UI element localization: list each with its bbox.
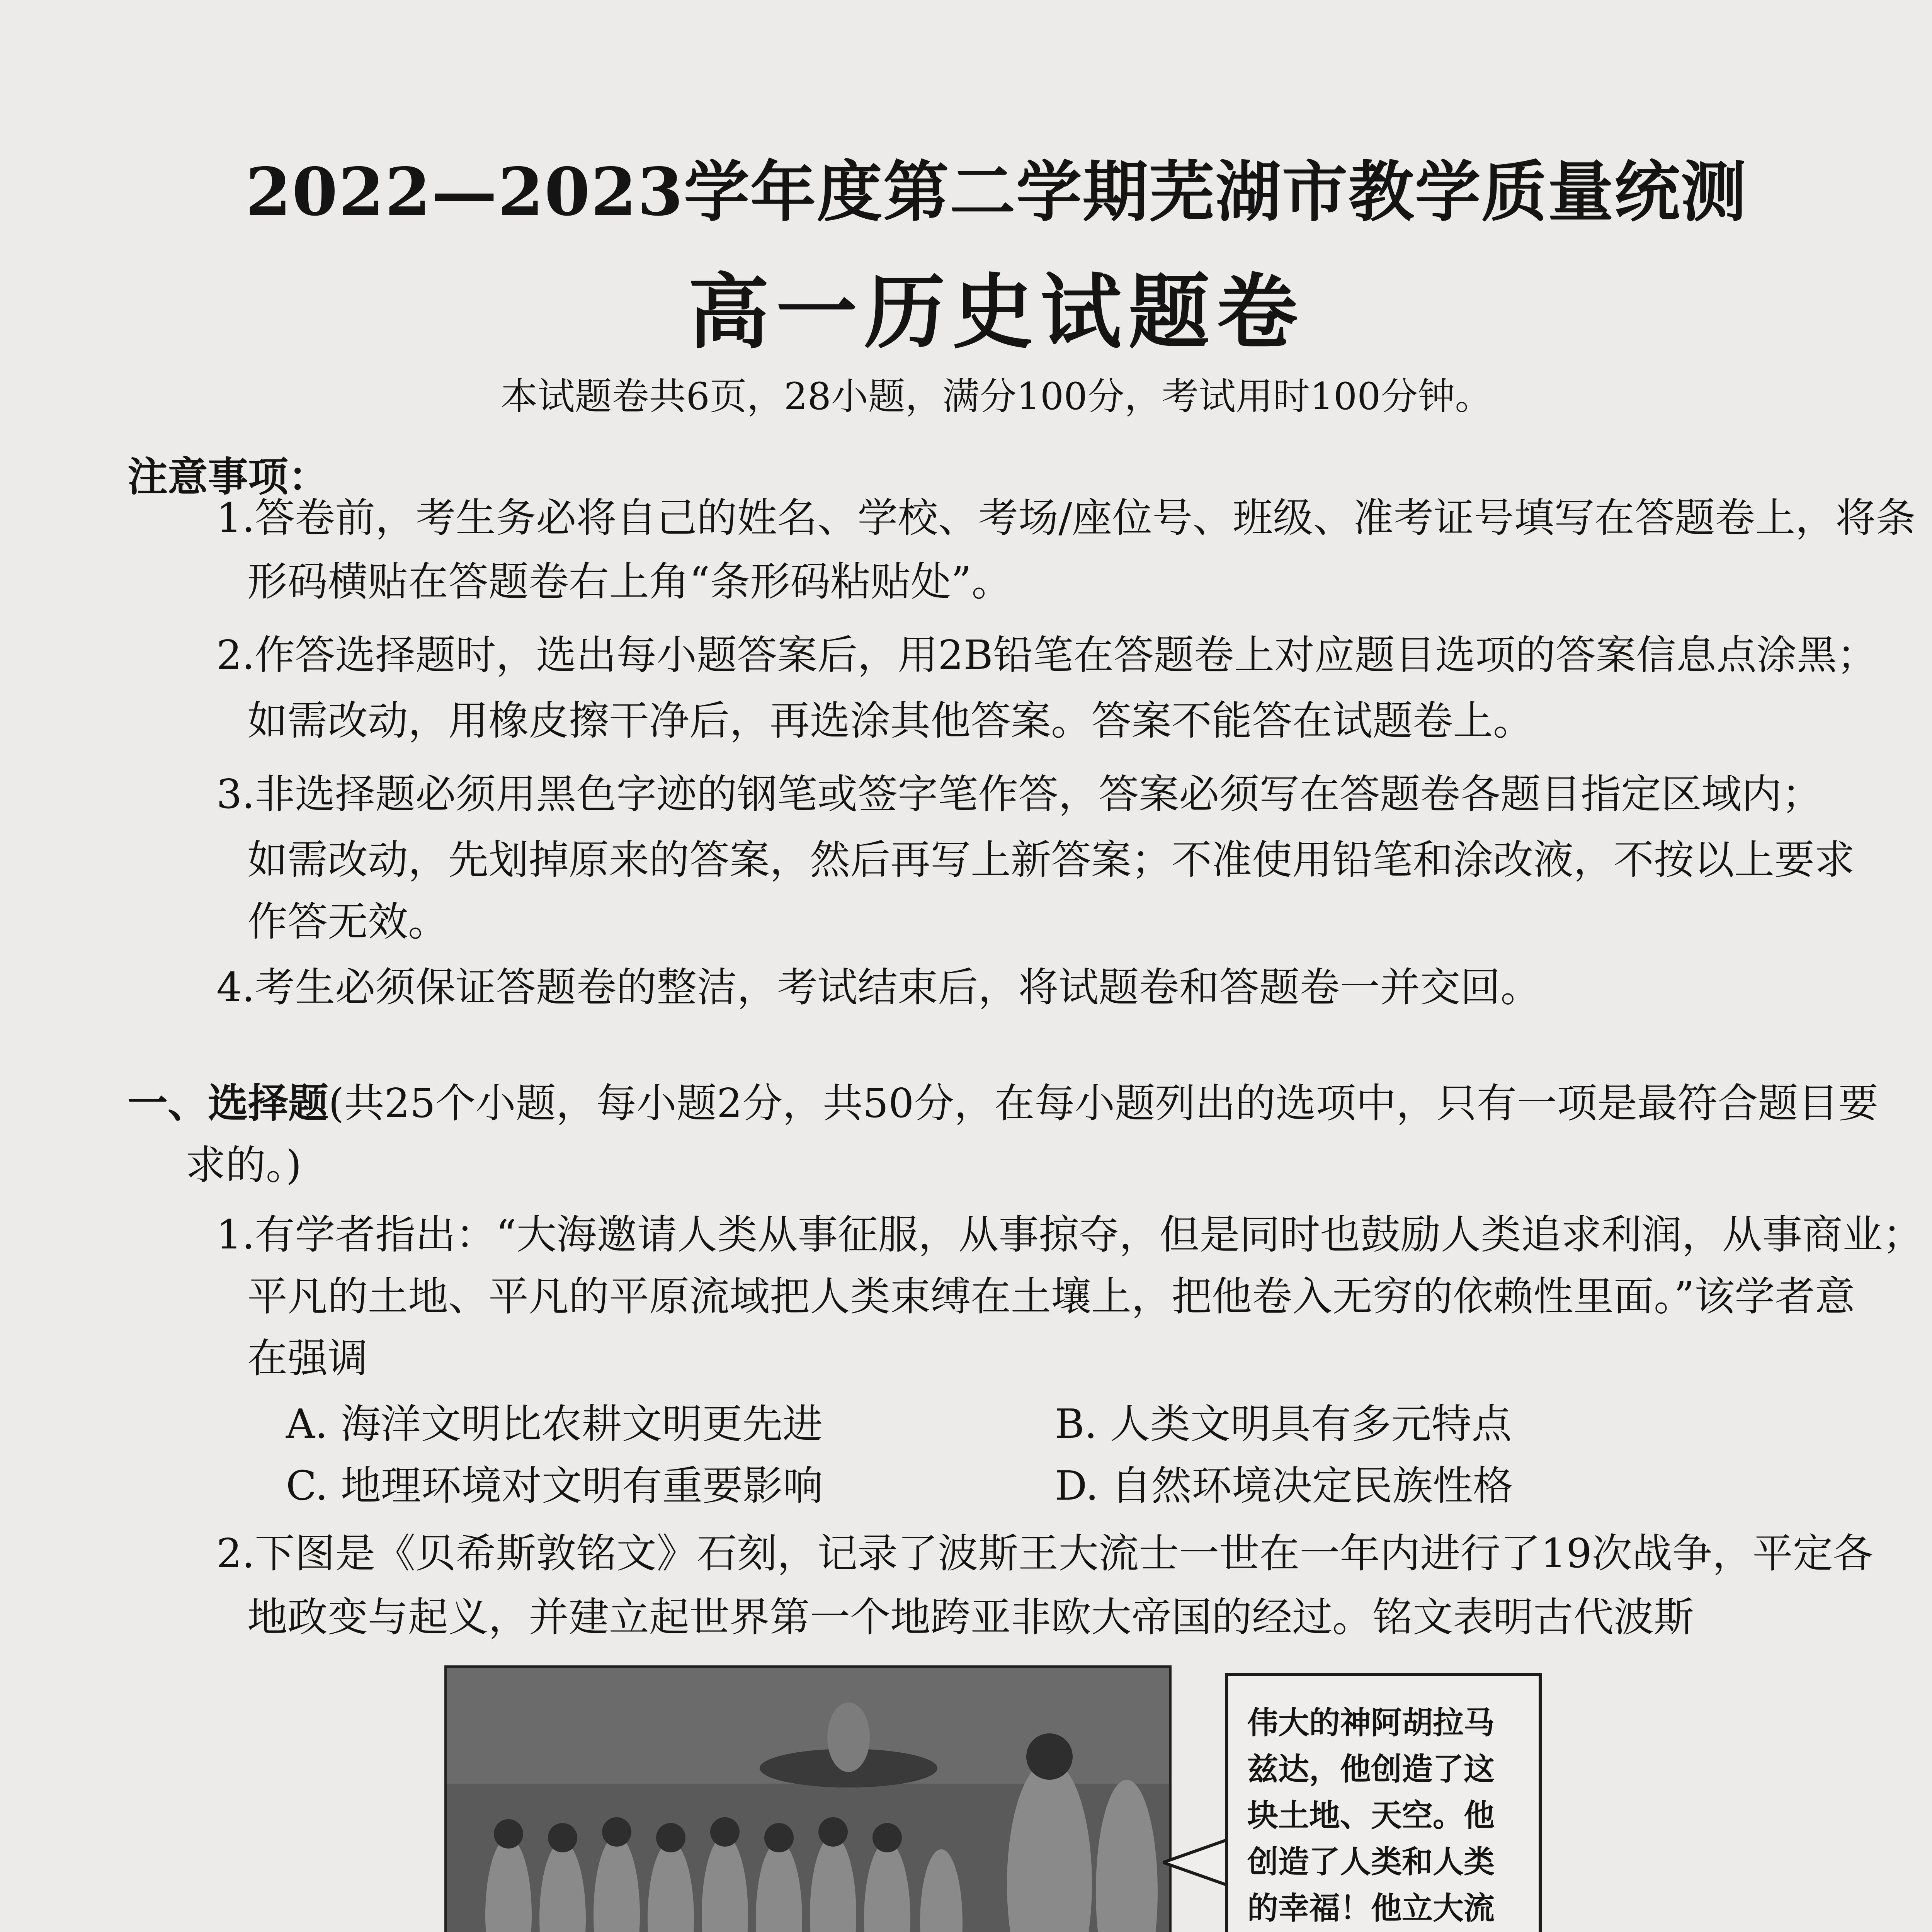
note-line: 4.考生必须保证答题卷的整洁，考试结束后，将试题卷和答题卷一并交回。 [216, 964, 1541, 1011]
exam-subject-title: 高一历史试题卷 [688, 264, 1305, 360]
question-2-line: 地政变与起义，并建立起世界第一个地跨亚非欧大帝国的经过。铭文表明古代波斯 [247, 1594, 1694, 1641]
note-line: 形码横贴在答题卷右上角“条形码粘贴处”。 [247, 558, 1012, 605]
notes-heading: 注意事项： [128, 453, 329, 500]
question-1-option-b: B. 人类文明具有多元特点 [1055, 1400, 1512, 1447]
question-1-option-a: A. 海洋文明比农耕文明更先进 [286, 1400, 823, 1447]
note-line: 作答无效。 [247, 898, 449, 945]
exam-info: 本试题卷共6页，28小题，满分100分，考试用时100分钟。 [500, 375, 1492, 418]
behistun-relief-image [444, 1665, 1172, 1932]
question-1-line: 在强调 [247, 1335, 368, 1382]
question-1-line: 1.有学者指出：“大海邀请人类从事征服，从事掠夺，但是同时也鼓励人类追求利润，从事商业； [216, 1211, 1923, 1258]
section-heading: 一、选择题 [128, 1079, 329, 1127]
callout-pointer-icon [1163, 1839, 1229, 1886]
note-line: 1.答卷前，考生务必将自己的姓名、学校、考场/座位号、班级、准考证号填写在答题卷上，将条 [216, 494, 1916, 541]
note-line: 如需改动，先划掉原来的答案，然后再写上新答案；不准使用铅笔和涂改液，不按以上要求 [247, 836, 1855, 883]
note-line: 如需改动，用橡皮擦干净后，再选涂其他答案。答案不能答在试题卷上。 [247, 697, 1534, 744]
note-line: 3.非选择题必须用黑色字迹的钢笔或签字笔作答，答案必须写在答题卷各题目指定区域内； [216, 770, 1822, 818]
question-2-line: 2.下图是《贝希斯敦铭文》石刻，记录了波斯王大流士一世在一年内进行了19次战争，平定各 [216, 1530, 1873, 1577]
inscription-callout [1225, 1673, 1542, 1932]
inscription-text: 伟大的神阿胡拉马兹达，他创造了这块土地、天空。他创造了人类和人类的幸福！他立大流 [1247, 1704, 1495, 1926]
section-heading-line [128, 1074, 1878, 1133]
note-line: 2.作答选择题时，选出每小题答案后，用2B铅笔在答题卷上对应题目选项的答案信息点涂黑； [216, 631, 1877, 679]
exam-title: 2022—2023学年度第二学期芜湖市教学质量统测 [245, 153, 1747, 231]
section-description: (共25个小题，每小题2分，共50分，在每小题列出的选项中，只有一项是最符合题目要 [328, 1080, 1879, 1127]
section-description-cont: 求的。) [185, 1141, 302, 1189]
question-1-option-d: D. 自然环境决定民族性格 [1055, 1462, 1513, 1509]
question-1-line: 平凡的土地、平凡的平原流域把人类束缚在土壤上，把他卷入无穷的依赖性里面。”该学者意 [247, 1273, 1855, 1320]
question-1-option-c: C. 地理环境对文明有重要影响 [286, 1462, 823, 1509]
